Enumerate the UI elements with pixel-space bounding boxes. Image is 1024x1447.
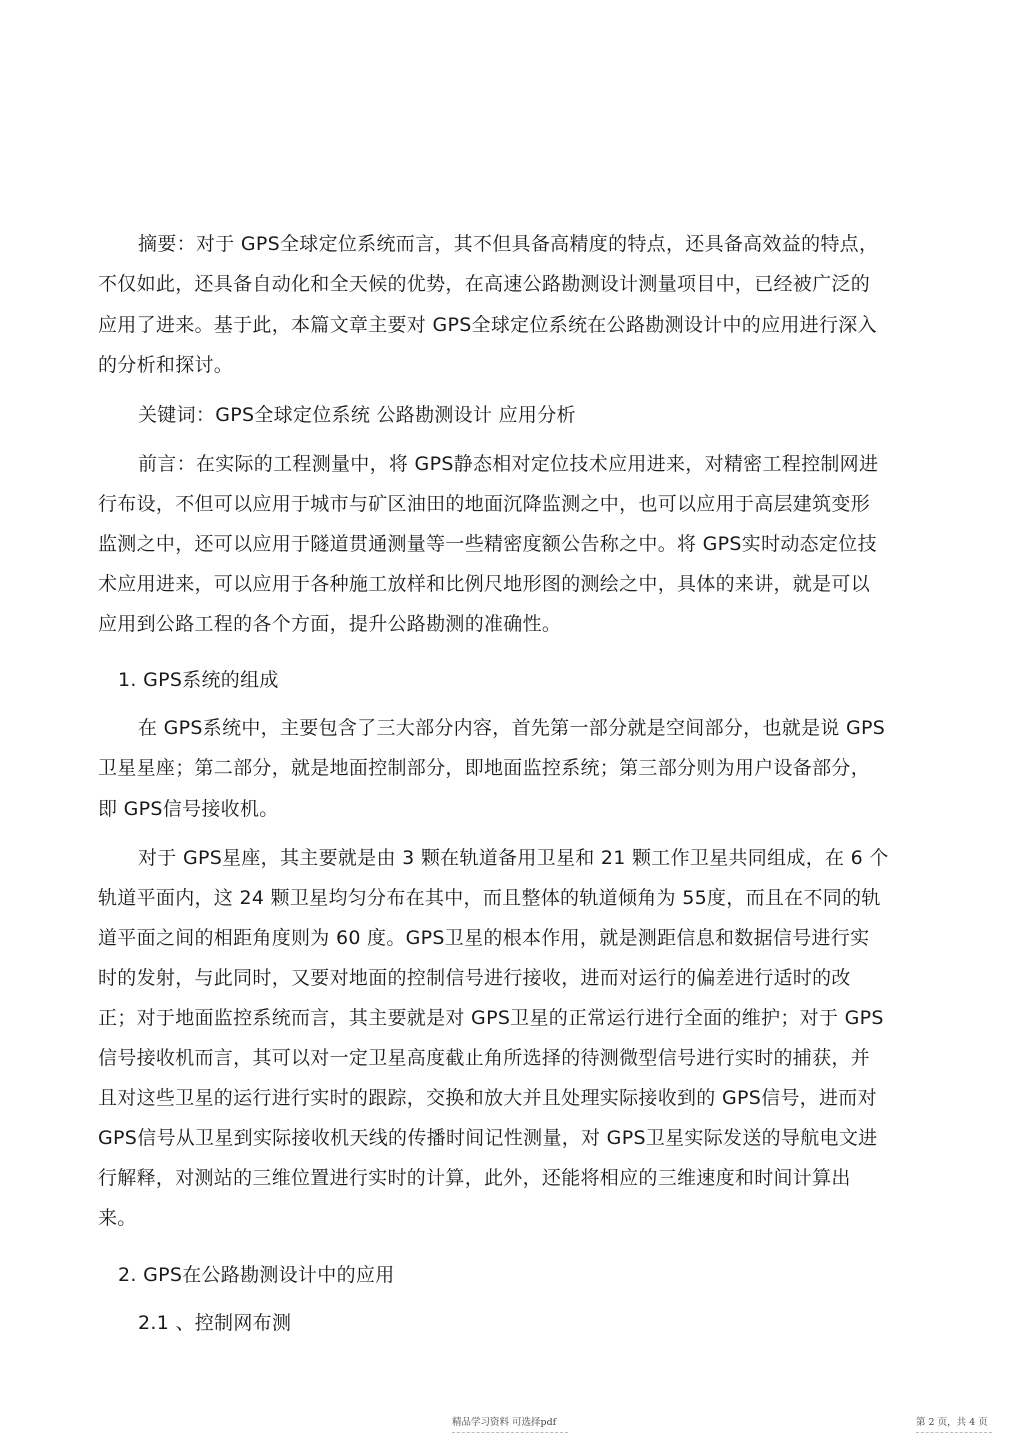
section-1-heading: 1. GPS系统的组成 [118,669,279,691]
abstract-line-4: 的分析和探讨。 [98,354,234,376]
section-2-1-heading: 2.1 、控制网布测 [138,1312,292,1334]
section-1-p2-line-5: 正；对于地面监控系统而言，其主要就是对 GPS卫星的正常运行进行全面的维护；对于 GPS [98,1007,884,1029]
section-1-p2-line-10: 来。 [98,1207,137,1229]
keywords-line: 关键词：GPS全球定位系统 公路勘测设计 应用分析 [138,404,576,426]
preface-line-4: 术应用进来，可以应用于各种施工放样和比例尺地形图的测绘之中，具体的来讲，就是可以 [98,573,871,595]
footer-page-number: 第 2 页，共 4 页 [916,1417,988,1428]
section-1-p1-line-2: 卫星星座；第二部分，就是地面控制部分，即地面监控系统；第三部分则为用户设备部分， [98,757,871,779]
section-1-p2-line-7: 且对这些卫星的运行进行实时的跟踪，交换和放大并且处理实际接收到的 GPS信号，进而对 [98,1087,877,1109]
section-1-p1-line-3: 即 GPS信号接收机。 [98,798,279,820]
footer-left-divider [452,1432,568,1433]
preface-line-1: 前言：在实际的工程测量中，将 GPS静态相对定位技术应用进来，对精密工程控制网进 [138,453,879,475]
preface-line-2: 行布设，不但可以应用于城市与矿区油田的地面沉降监测之中，也可以应用于高层建筑变形 [98,493,871,515]
section-1-p2-line-9: 行解释，对测站的三维位置进行实时的计算，此外，还能将相应的三维速度和时间计算出 [98,1167,851,1189]
section-1-p2-line-1: 对于 GPS星座，其主要就是由 3 颗在轨道备用卫星和 21 颗工作卫星共同组成，在 6 个 [138,847,889,869]
abstract-line-3: 应用了进来。基于此，本篇文章主要对 GPS全球定位系统在公路勘测设计中的应用进行深入 [98,314,877,336]
section-1-p2-line-3: 道平面之间的相距角度则为 60 度。GPS卫星的根本作用，就是测距信息和数据信号进行实 [98,927,870,949]
section-1-p2-line-6: 信号接收机而言，其可以对一定卫星高度截止角所选择的待测微型信号进行实时的捕获，并 [98,1047,871,1069]
preface-line-3: 监测之中，还可以应用于隧道贯通测量等一些精密度额公告称之中。将 GPS实时动态定位技 [98,533,877,555]
footer-right-divider [916,1432,992,1433]
footer-left-text: 精品学习资料 可选择pdf [452,1417,557,1428]
preface-line-5: 应用到公路工程的各个方面，提升公路勘测的准确性。 [98,613,562,635]
section-1-p1-line-1: 在 GPS系统中，主要包含了三大部分内容，首先第一部分就是空间部分，也就是说 GPS [138,717,886,739]
abstract-line-2: 不仅如此，还具备自动化和全天候的优势，在高速公路勘测设计测量项目中，已经被广泛的 [98,273,871,295]
section-1-p2-line-2: 轨道平面内，这 24 颗卫星均匀分布在其中，而且整体的轨道倾角为 55度，而且在不同的轨 [98,887,881,909]
section-1-p2-line-4: 时的发射，与此同时，又要对地面的控制信号进行接收，进而对运行的偏差进行适时的改 [98,967,851,989]
section-1-p2-line-8: GPS信号从卫星到实际接收机天线的传播时间记性测量，对 GPS卫星实际发送的导航电文进 [98,1127,878,1149]
section-2-heading: 2. GPS在公路勘测设计中的应用 [118,1264,395,1286]
abstract-line-1: 摘要：对于 GPS全球定位系统而言，其不但具备高精度的特点，还具备高效益的特点， [138,233,879,255]
